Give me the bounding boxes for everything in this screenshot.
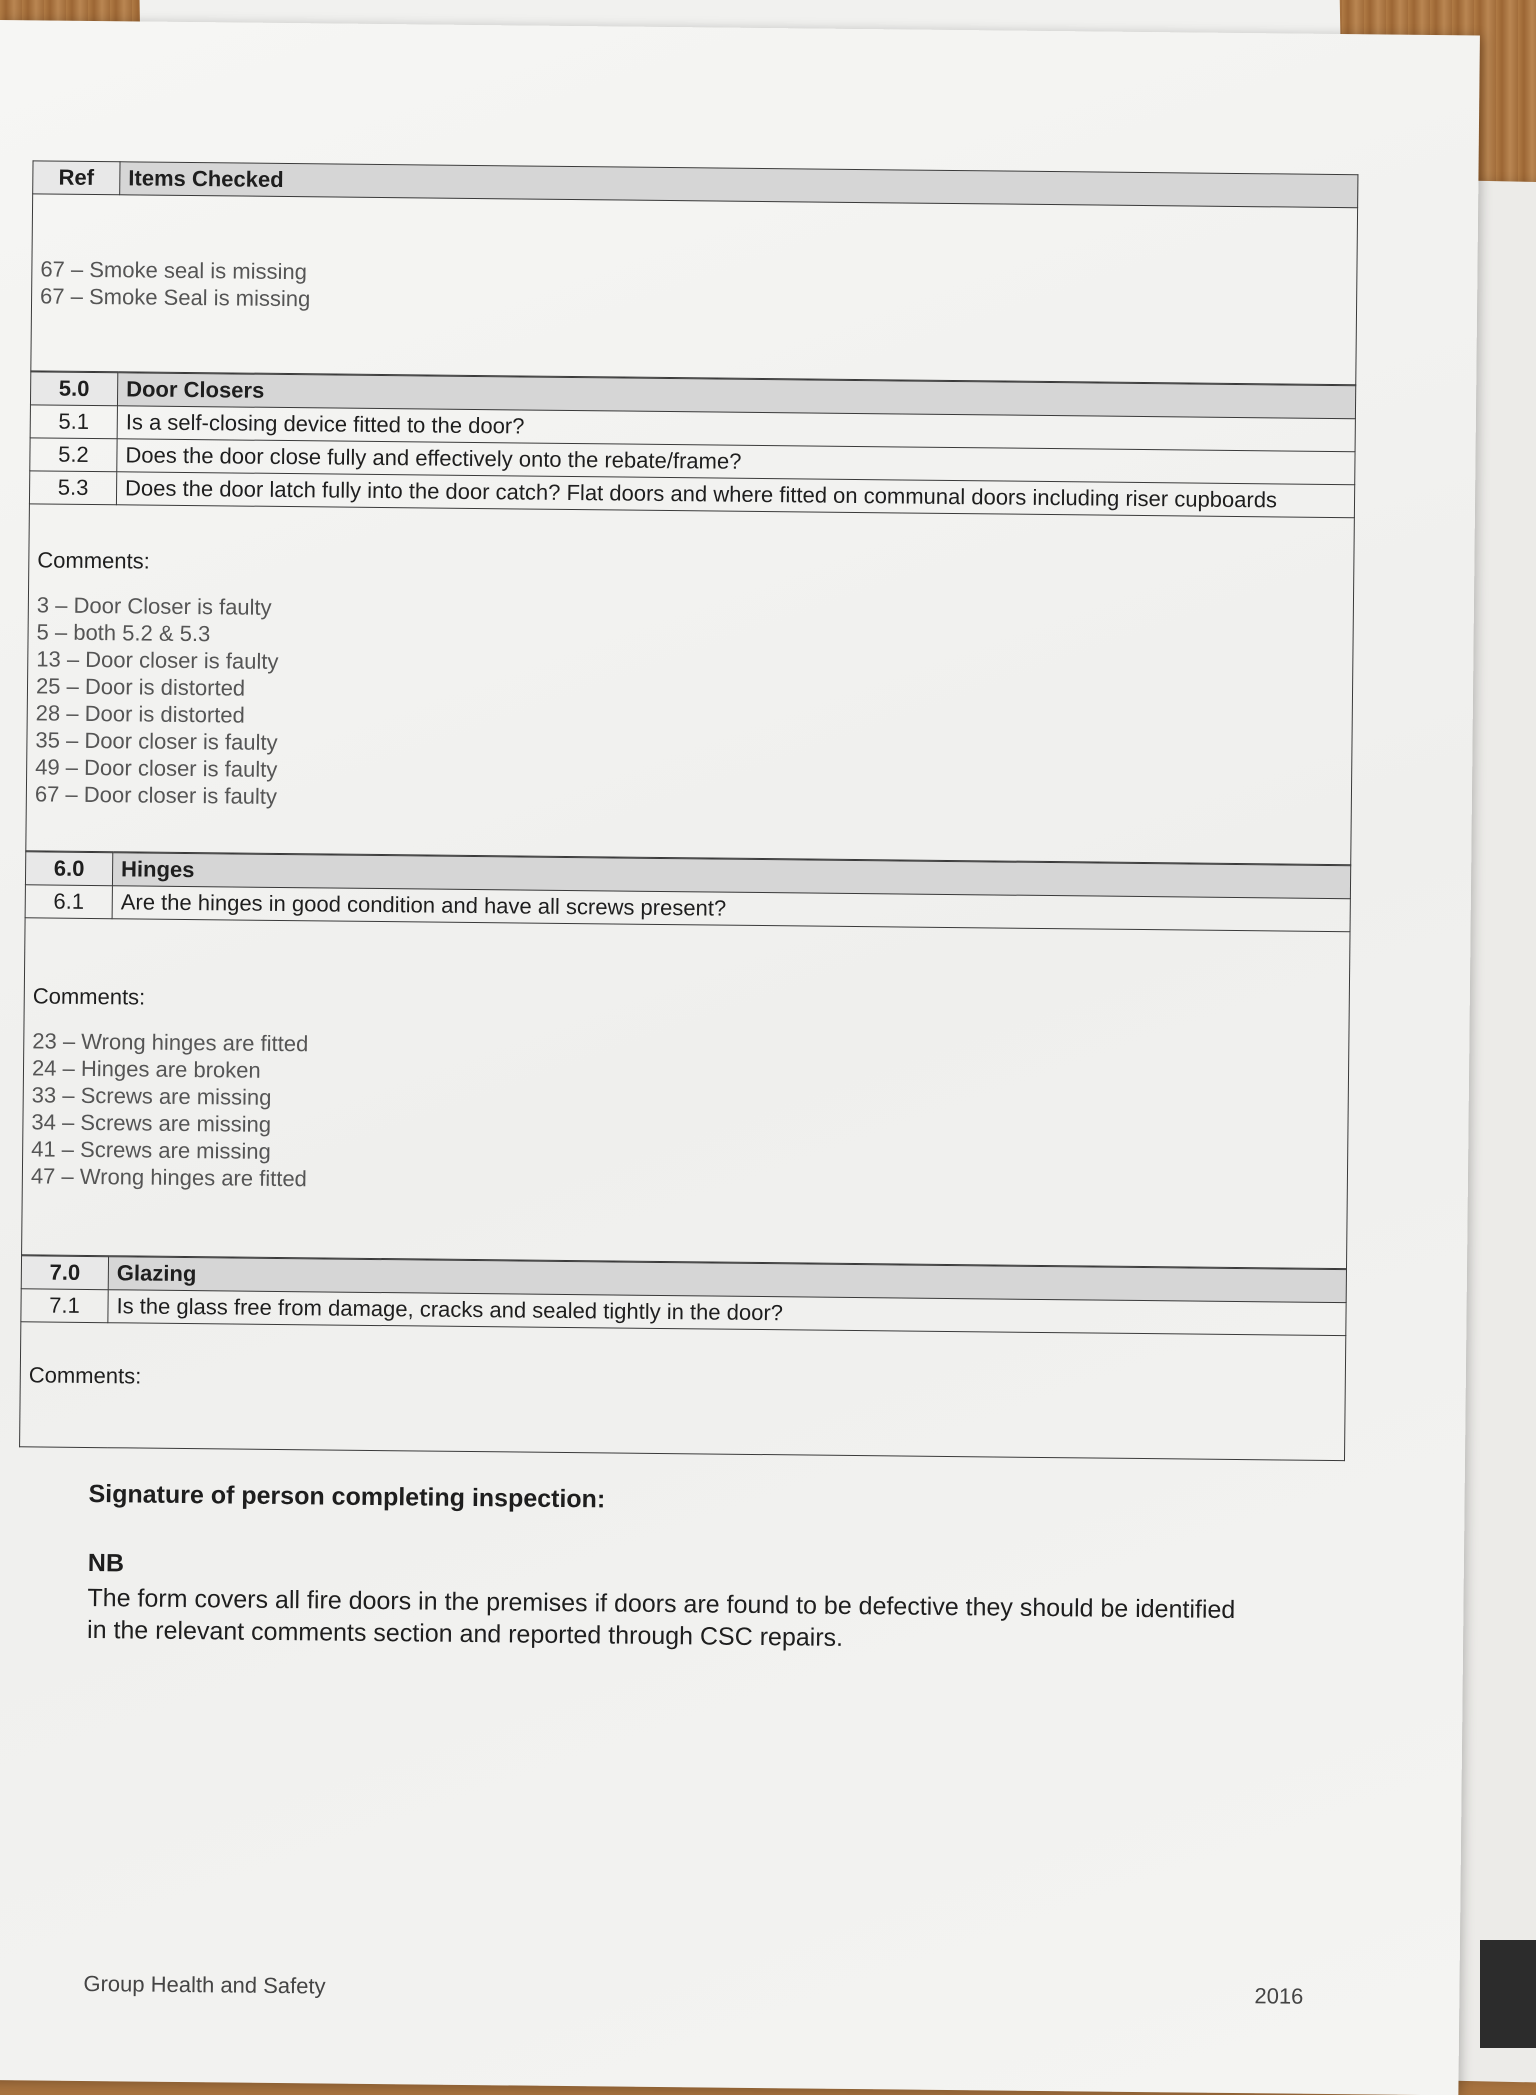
hinges-table xyxy=(21,851,1351,1269)
comment-line: 67 – Smoke seal is missing xyxy=(40,256,308,285)
comment-line: 23 – Wrong hinges are fitted xyxy=(32,1028,309,1057)
comments-label: Comments: xyxy=(32,983,146,1010)
question-text: Does the door latch fully into the door catch? Flat doors and where fitted on communal doors including riser cupboards xyxy=(116,472,1354,518)
inspection-form-page xyxy=(0,20,1480,2095)
question-ref: 6.1 xyxy=(25,885,112,919)
question-text: Does the door close fully and effectively onto the rebate/frame? xyxy=(117,439,1355,485)
comment-line: 3 – Door Closer is faulty xyxy=(36,592,272,620)
page-footer xyxy=(83,1971,1303,2010)
section-ref: 7.0 xyxy=(21,1256,108,1290)
question-text: Are the hinges in good condition and have all screws present? xyxy=(112,886,1350,932)
footer-left: Group Health and Safety xyxy=(83,1970,326,1999)
nb-heading: NB xyxy=(87,1549,125,1578)
comment-line: 34 – Screws are missing xyxy=(31,1109,272,1137)
comment-line: 25 – Door is distorted xyxy=(35,673,246,701)
comments-label: Comments: xyxy=(37,547,150,574)
items-checked-title: Items Checked xyxy=(120,162,1358,208)
question-text: Is the glass free from damage, cracks and sealed tightly in the door? xyxy=(108,1290,1346,1336)
section-title: Hinges xyxy=(112,853,1350,899)
section-title: Glazing xyxy=(108,1257,1346,1303)
comment-line: 35 – Door closer is faulty xyxy=(35,727,278,755)
signature-label: Signature of person completing inspection: xyxy=(88,1480,606,1514)
comment-line: 33 – Screws are missing xyxy=(31,1082,272,1110)
items-checked-comments xyxy=(31,194,1358,385)
comment-line: 28 – Door is distorted xyxy=(35,700,245,728)
comment-line: 41 – Screws are missing xyxy=(31,1136,271,1164)
door-closers-table xyxy=(25,371,1356,865)
question-ref: 7.1 xyxy=(21,1289,108,1323)
comments-box xyxy=(22,918,1350,1269)
section-ref: 6.0 xyxy=(25,852,112,886)
form-body xyxy=(17,160,1358,1659)
comment-line: 13 – Door closer is faulty xyxy=(36,646,279,674)
question-text: Is a self-closing device fitted to the door? xyxy=(117,406,1355,452)
footer-year: 2016 xyxy=(1254,1983,1304,2009)
comment-line: 47 – Wrong hinges are fitted xyxy=(30,1163,308,1192)
nb-text: The form covers all fire doors in the premises if doors are found to be defective they should be identified in the relevant comments section and reported through CSC repairs. xyxy=(86,1584,1236,1652)
comment-line: 67 – Smoke Seal is missing xyxy=(39,283,311,312)
comments-label: Comments: xyxy=(28,1362,142,1389)
section-title: Door Closers xyxy=(117,373,1355,419)
question-ref: 5.3 xyxy=(29,471,116,505)
comments-box xyxy=(20,1322,1346,1461)
dark-object-corner xyxy=(1480,1940,1536,2048)
question-ref: 5.2 xyxy=(30,438,117,472)
comment-line: 67 – Door closer is faulty xyxy=(34,781,278,809)
section-ref: 5.0 xyxy=(30,372,117,406)
ref-header: Ref xyxy=(33,161,120,195)
comments-box xyxy=(26,504,1355,865)
glazing-table xyxy=(19,1255,1347,1461)
comment-line: 24 – Hinges are broken xyxy=(31,1055,261,1083)
question-ref: 5.1 xyxy=(30,405,117,439)
comment-line: 49 – Door closer is faulty xyxy=(35,754,278,782)
items-checked-table xyxy=(30,160,1358,385)
comment-line: 5 – both 5.2 & 5.3 xyxy=(36,619,211,647)
